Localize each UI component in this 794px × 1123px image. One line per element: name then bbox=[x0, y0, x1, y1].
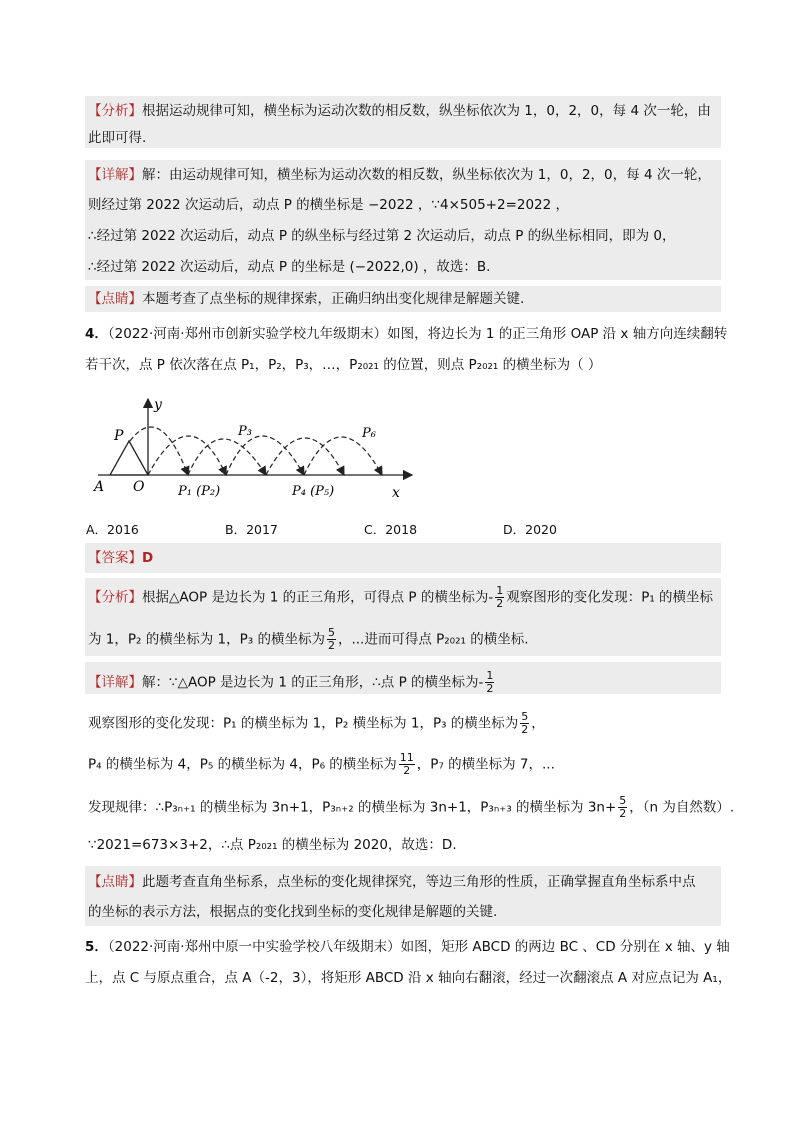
q4-detail-line4 bbox=[88, 795, 734, 820]
q5-stem-line1 bbox=[85, 938, 730, 956]
q4-detail-line1 bbox=[88, 670, 496, 695]
prev-detail-line1 bbox=[88, 166, 711, 184]
q4-analysis-1b: 观察图形的变化发现：P₁ 的横坐标 bbox=[506, 589, 714, 606]
q4-analysis-2a: 为 1，P₂ 的横坐标为 1，P₃ 的横坐标为 bbox=[88, 631, 325, 648]
prev-comment-line bbox=[88, 290, 524, 308]
prev-analysis-line2: 此即可得. bbox=[88, 130, 147, 146]
triangle-oap bbox=[110, 441, 148, 475]
q4-answer-highlight bbox=[85, 543, 721, 573]
q4-detail-line2 bbox=[88, 711, 545, 736]
q4-comment-line1 bbox=[88, 873, 696, 891]
arc-6 bbox=[304, 437, 382, 475]
q4-comment-line2: 的坐标的表示方法，根据点的变化找到坐标的变化规律是解题的关键. bbox=[88, 904, 498, 920]
arc-1 bbox=[130, 427, 188, 475]
q4-detail-tag: 【详解】 bbox=[88, 674, 142, 691]
q4-detail-1: 解：∵△AOP 是边长为 1 的正三角形，∴点 P 的横坐标为- bbox=[142, 674, 484, 691]
label-p6: P₆ bbox=[362, 426, 376, 441]
label-o: O bbox=[133, 479, 145, 495]
q4-detail-line5: ∵2021=673×3+2，∴点 P₂₀₂₁ 的横坐标为 2020，故选：D. bbox=[88, 837, 457, 853]
frac-5-2b: $\frac{5}{2}$ bbox=[521, 710, 529, 736]
arc-2 bbox=[148, 436, 226, 475]
q4-option-a[interactable]: A．2016 bbox=[86, 522, 139, 537]
label-a: A bbox=[94, 479, 105, 495]
q4-source: （2022·河南·郑州市创新实验学校九年级期末） bbox=[107, 326, 388, 342]
arc-3 bbox=[188, 439, 266, 475]
prev-detail-line2: 则经过第 2022 次运动后，动点 P 的横坐标是 −2022 ，∵4×505+2=2022 ， bbox=[88, 197, 570, 213]
comment-tag: 【点睛】 bbox=[88, 291, 142, 307]
q4-analysis-line2 bbox=[88, 627, 529, 652]
q4-answer-tag: 【答案】 bbox=[88, 550, 142, 566]
prev-detail-line3: ∴经过第 2022 次运动后，动点 P 的纵坐标与经过第 2 次运动后，动点 P 的纵坐标相同，即为 0， bbox=[88, 228, 676, 244]
q4-detail-3b: ，P₇ 的横坐标为 7，... bbox=[416, 756, 555, 773]
q4-detail-2a: 观察图形的变化发现：P₁ 的横坐标为 1，P₂ 横坐标为 1，P₃ 的横坐标为 bbox=[88, 715, 519, 732]
q4-detail-4a: 发现规律：∴P₃ₙ₊₁ 的横坐标为 3n+1，P₃ₙ₊₂ 的横坐标为 3n+1，P₃ₙ₊₃ 的横坐标为 3n+ bbox=[88, 799, 617, 816]
q4-option-b[interactable]: B．2017 bbox=[225, 522, 278, 537]
frac-11-2: $\frac{11}{2}$ bbox=[399, 751, 414, 777]
frac-1-2b: $\frac{1}{2}$ bbox=[486, 669, 494, 695]
q4-stem-1: 如图，将边长为 1 的正三角形 OAP 沿 x 轴方向连续翻转 bbox=[387, 326, 728, 342]
label-p: P bbox=[114, 428, 124, 444]
q4-detail-2b: ， bbox=[531, 715, 545, 732]
q4-comment-tag: 【点睛】 bbox=[88, 874, 142, 890]
frac-5-2: $\frac{5}{2}$ bbox=[327, 626, 335, 652]
q5-stem-line2: 上，点 C 与原点重合，点 A（-2，3），将矩形 ABCD 沿 x 轴向右翻滚，经过一次翻滚点 A 对应点记为 A₁， bbox=[85, 970, 732, 986]
analysis-tag: 【分析】 bbox=[88, 103, 142, 119]
frac-1-2: $\frac{1}{2}$ bbox=[496, 584, 504, 610]
q4-option-c[interactable]: C．2018 bbox=[364, 522, 418, 537]
q5-stem-1: 如图，矩形 ABCD 的两边 BC 、CD 分别在 x 轴、y 轴 bbox=[400, 939, 730, 955]
prev-detail-line4: ∴经过第 2022 次运动后，动点 P 的坐标是 (−2022,0) ，故选：B. bbox=[88, 259, 491, 275]
q5-number: 5． bbox=[85, 939, 108, 955]
label-x: x bbox=[392, 485, 400, 501]
arc-5 bbox=[266, 438, 344, 475]
q4-detail-4b: ，（n 为自然数）. bbox=[629, 799, 735, 816]
q4-analysis-1a: 根据△AOP 是边长为 1 的正三角形，可得点 P 的横坐标为- bbox=[142, 589, 494, 606]
q4-answer-line bbox=[88, 549, 153, 567]
q4-analysis-2b: ，...进而可得点 P₂₀₂₁ 的横坐标. bbox=[337, 631, 529, 648]
label-p4p5: P₄ (P₅) bbox=[292, 484, 335, 499]
q4-stem-line2: 若干次，点 P 依次落在点 P₁，P₂，P₃，…，P₂₀₂₁ 的位置，则点 P₂₀₂₁ 的横坐标为（ ） bbox=[85, 357, 602, 373]
q4-stem-line1 bbox=[85, 325, 727, 343]
q4-answer: D bbox=[142, 550, 154, 566]
prev-analysis-line1 bbox=[88, 102, 711, 120]
label-p3: P₃ bbox=[238, 424, 252, 439]
analysis-text-1: 根据运动规律可知，横坐标为运动次数的相反数，纵坐标依次为 1，0，2，0，每 4 次一轮，由 bbox=[142, 103, 711, 119]
q4-analysis-line1 bbox=[88, 585, 713, 610]
detail-tag: 【详解】 bbox=[88, 167, 142, 183]
frac-5-2c: $\frac{5}{2}$ bbox=[619, 794, 627, 820]
q5-source: （2022·河南·郑州中原一中实验学校八年级期末） bbox=[107, 939, 401, 955]
q4-detail-line3 bbox=[88, 752, 555, 777]
label-p1p2: P₁ (P₂) bbox=[178, 484, 221, 499]
label-y: y bbox=[154, 397, 162, 413]
q4-option-d[interactable]: D．2020 bbox=[503, 522, 557, 537]
detail-text-1: 解：由运动规律可知，横坐标为运动次数的相反数，纵坐标依次为 1，0，2，0，每 4 次一轮， bbox=[142, 167, 711, 183]
q4-analysis-tag: 【分析】 bbox=[88, 589, 142, 606]
comment-text: 本题考查了点坐标的规律探索，正确归纳出变化规律是解题关键. bbox=[142, 291, 525, 307]
q4-number: 4． bbox=[85, 326, 108, 342]
q4-comment-1: 此题考查直角坐标系，点坐标的变化规律探究，等边三角形的性质，正确掌握直角坐标系中点 bbox=[142, 874, 696, 890]
q4-figure bbox=[90, 393, 420, 513]
q4-detail-3a: P₄ 的横坐标为 4，P₅ 的横坐标为 4，P₆ 的横坐标为 bbox=[88, 756, 397, 773]
